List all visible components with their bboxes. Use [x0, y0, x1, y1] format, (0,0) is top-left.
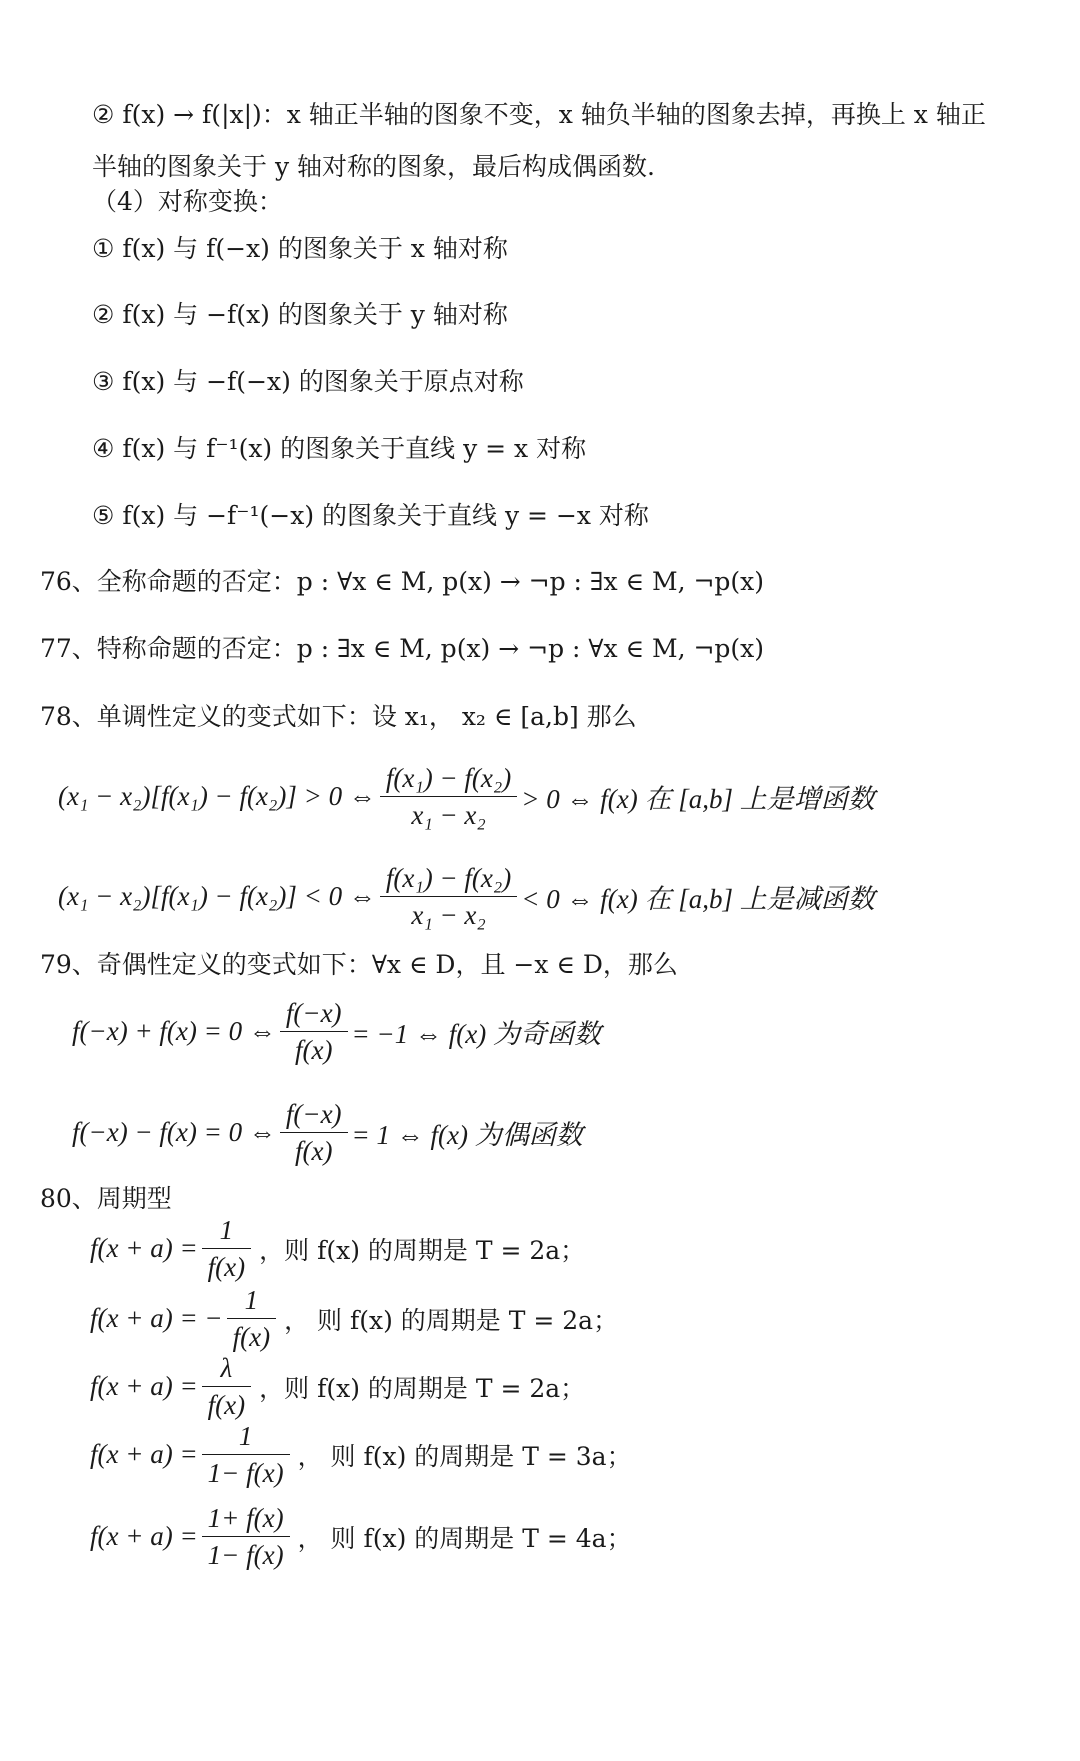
period-3-numerator: λ	[220, 1353, 233, 1383]
period-2-right: ， 则 f(x) 的周期是 T = 2a；	[284, 1305, 619, 1335]
symmetry-item-3: ③ f(x) 与 −f(−x) 的图象关于原点对称	[92, 367, 524, 396]
dec-denominator: x₁ − x₂	[380, 896, 517, 933]
period-rule-3	[90, 1350, 585, 1423]
period-rule-4	[90, 1418, 632, 1491]
period-rule-5	[90, 1500, 632, 1573]
period-1-right: ，则 f(x) 的周期是 T = 2a；	[259, 1235, 586, 1265]
period-5-left: f(x + a) =	[90, 1521, 198, 1551]
item-80-periodic-heading: 80、周期型	[40, 1184, 172, 1213]
inc-numerator: f(x₁) − f(x₂)	[385, 763, 512, 793]
inc-fraction	[380, 760, 517, 833]
period-1-left: f(x + a) =	[90, 1233, 198, 1263]
period-4-fraction	[202, 1418, 290, 1491]
period-3-fraction	[202, 1350, 251, 1423]
even-right: = 1 ⇔ f(x) 为偶函数	[351, 1120, 583, 1150]
symmetry-item-1: ① f(x) 与 f(−x) 的图象关于 x 轴对称	[92, 234, 508, 263]
monotonic-decreasing-formula	[58, 860, 875, 933]
even-left: f(−x) − f(x) = 0 ⇔	[72, 1117, 276, 1147]
even-fraction	[280, 1096, 348, 1169]
even-denominator: f(x)	[280, 1132, 348, 1169]
period-1-fraction	[202, 1212, 251, 1285]
period-rule-1	[90, 1212, 585, 1285]
period-5-fraction	[202, 1500, 290, 1573]
period-3-denominator: f(x)	[202, 1386, 251, 1423]
period-4-left: f(x + a) =	[90, 1439, 198, 1469]
dec-left: (x₁ − x₂)[f(x₁) − f(x₂)] < 0 ⇔	[58, 881, 376, 911]
period-2-left: f(x + a) = −	[90, 1303, 223, 1333]
monotonic-increasing-formula	[58, 760, 875, 833]
period-3-right: ，则 f(x) 的周期是 T = 2a；	[259, 1373, 586, 1403]
item-76-universal-negation: 76、全称命题的否定：p : ∀x ∈ M, p(x) → ¬p : ∃x ∈ M, ¬p(x)	[40, 567, 765, 596]
period-2-fraction	[227, 1282, 276, 1355]
period-2-denominator: f(x)	[227, 1318, 276, 1355]
period-1-denominator: f(x)	[202, 1248, 251, 1285]
symmetry-item-2: ② f(x) 与 −f(x) 的图象关于 y 轴对称	[92, 300, 508, 329]
dec-right: < 0 ⇔ f(x) 在 [a,b] 上是减函数	[521, 884, 875, 914]
item-77-existential-negation: 77、特称命题的否定：p : ∃x ∈ M, p(x) → ¬p : ∀x ∈ M, ¬p(x)	[40, 634, 765, 663]
period-2-numerator: 1	[244, 1285, 259, 1315]
symmetry-item-5: ⑤ f(x) 与 −f⁻¹(−x) 的图象关于直线 y = −x 对称	[92, 501, 649, 530]
period-5-right: ， 则 f(x) 的周期是 T = 4a；	[297, 1523, 632, 1553]
even-function-formula	[72, 1096, 583, 1169]
inc-left: (x₁ − x₂)[f(x₁) − f(x₂)] > 0 ⇔	[58, 781, 376, 811]
period-4-denominator: 1− f(x)	[202, 1454, 290, 1491]
period-4-right: ， 则 f(x) 的周期是 T = 3a；	[297, 1441, 632, 1471]
even-numerator: f(−x)	[285, 1099, 342, 1129]
period-4-numerator: 1	[238, 1421, 253, 1451]
dec-numerator: f(x₁) − f(x₂)	[385, 863, 512, 893]
dec-fraction	[380, 860, 517, 933]
odd-left: f(−x) + f(x) = 0 ⇔	[72, 1016, 276, 1046]
odd-function-formula	[72, 995, 601, 1068]
odd-fraction	[280, 995, 348, 1068]
symmetry-item-4: ④ f(x) 与 f⁻¹(x) 的图象关于直线 y = x 对称	[92, 434, 587, 463]
odd-right: = −1 ⇔ f(x) 为奇函数	[351, 1019, 601, 1049]
period-5-numerator: 1+ f(x)	[207, 1503, 284, 1533]
period-3-left: f(x + a) =	[90, 1371, 198, 1401]
item-79-parity-heading: 79、奇偶性定义的变式如下：∀x ∈ D，且 −x ∈ D，那么	[40, 950, 678, 979]
period-1-numerator: 1	[219, 1215, 234, 1245]
abs-transform-line-2: 半轴的图象关于 y 轴对称的图象，最后构成偶函数.	[92, 152, 655, 181]
period-5-denominator: 1− f(x)	[202, 1536, 290, 1573]
inc-denominator: x₁ − x₂	[380, 796, 517, 833]
item-78-monotonicity-heading: 78、单调性定义的变式如下：设 x₁， x₂ ∈ [a,b] 那么	[40, 702, 637, 731]
abs-transform-line-1: ② f(x) → f(|x|)：x 轴正半轴的图象不变，x 轴负半轴的图象去掉，再换上 x 轴正	[92, 100, 986, 129]
odd-numerator: f(−x)	[285, 998, 342, 1028]
period-rule-2	[90, 1282, 618, 1355]
inc-right: > 0 ⇔ f(x) 在 [a,b] 上是增函数	[521, 784, 875, 814]
section-symmetry-heading: （4）对称变换：	[92, 187, 283, 216]
odd-denominator: f(x)	[280, 1031, 348, 1068]
